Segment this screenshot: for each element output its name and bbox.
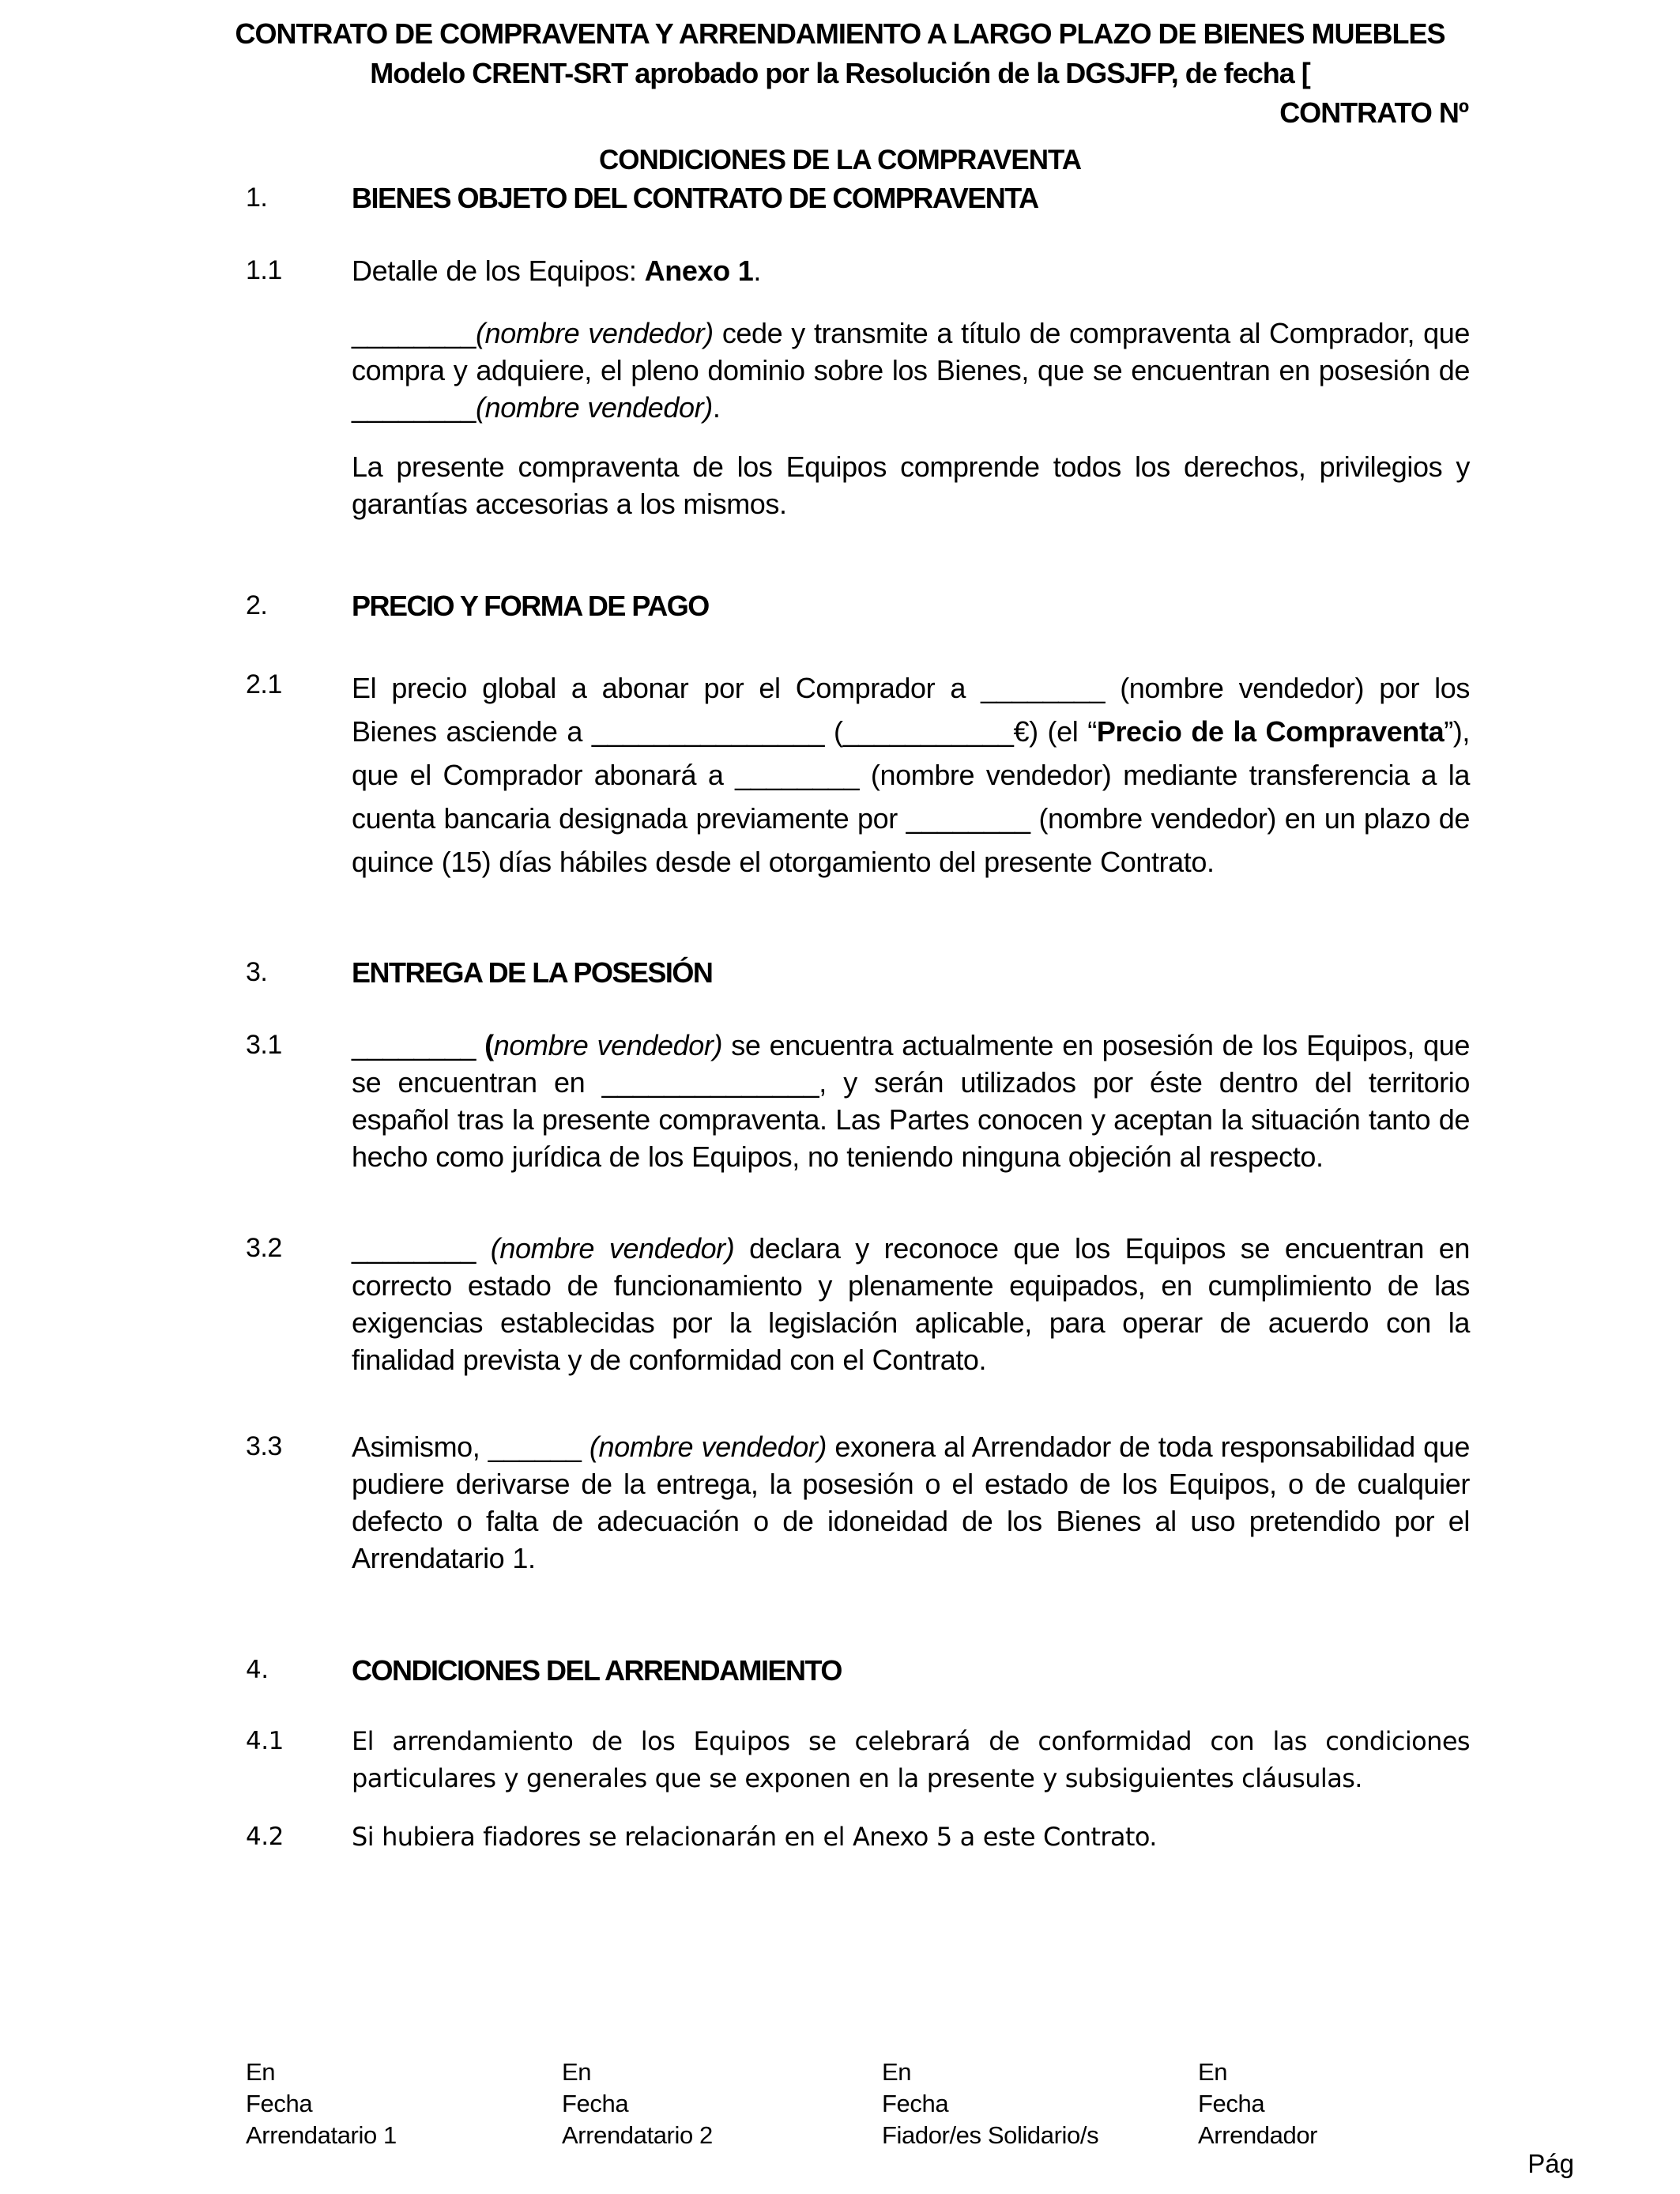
clause-heading: PRECIO Y FORMA DE PAGO: [352, 590, 709, 622]
text-segment: ________: [352, 317, 476, 349]
clause-number: 4.2: [246, 1823, 284, 1851]
text-segment: Si hubiera fiadores se relacionarán en el Anexo 5 a este Contrato.: [352, 1822, 1157, 1852]
clause-number: 2.1: [246, 669, 282, 699]
text-segment: (nombre vendedor): [490, 1232, 735, 1265]
text-segment: cede y transmite a título de compraventa al Comprador, que compra y adquiere, el pleno dominio sobre los Bienes, que se encuentran en posesión de: [352, 317, 1471, 386]
paragraph: [352, 1723, 1470, 1797]
clause-number: 1.1: [246, 255, 282, 285]
text-segment: Detalle de los Equipos:: [352, 254, 645, 287]
signature-place: En: [246, 2058, 276, 2086]
text-segment: Precio de la Compraventa: [1096, 715, 1445, 748]
text-segment: Anexo 1: [644, 254, 754, 287]
paragraph: [352, 1819, 1470, 1856]
text-segment: (nombre vendedor): [589, 1431, 827, 1463]
doc-title-line1: CONTRATO DE COMPRAVENTA Y ARRENDAMIENTO A LARGO PLAZO DE BIENES MUEBLES: [235, 17, 1445, 50]
text-segment: (nombre vendedor): [475, 317, 714, 349]
clause-heading: BIENES OBJETO DEL CONTRATO DE COMPRAVENTA: [352, 182, 1038, 214]
signature-column-arrendatario-2: [562, 2056, 862, 2151]
signature-place: En: [882, 2058, 912, 2086]
paragraph: [352, 252, 1470, 289]
clause-text: [352, 1723, 1470, 1797]
clause-4-row: [246, 1652, 1470, 1689]
clause-text: [352, 1428, 1470, 1577]
clause-number: 3.1: [246, 1030, 282, 1060]
text-segment: declara y reconoce que los Equipos se encuentran en correcto estado de funcionamiento y plenamente equipados, en cumplimiento de las exigencias establecidas por la legislación aplicable, para operar de acuerdo con la finalidad prevista y de conformidad con el Contrato.: [352, 1232, 1471, 1376]
doc-title-line2: Modelo CRENT-SRT aprobado por la Resolución de la DGSJFP, de fecha [: [370, 57, 1310, 89]
paragraph: [352, 1027, 1470, 1175]
clause-2-1-row: [246, 666, 1470, 884]
text-segment: Asimismo, ______: [352, 1431, 590, 1463]
section-title: CONDICIONES DE LA COMPRAVENTA: [598, 145, 1082, 175]
clause-number: 3.3: [246, 1431, 282, 1461]
signature-place: En: [562, 2058, 592, 2086]
text-segment: El precio global a abonar por el Comprador a ________ (nombre vendedor) por los Bienes asciende a _______________ (___________€) (el “: [352, 672, 1470, 748]
signature-date: Fecha: [562, 2090, 629, 2117]
text-segment: (: [484, 1029, 494, 1061]
text-segment: ________: [352, 1232, 491, 1265]
signature-party: Arrendador: [1198, 2121, 1318, 2149]
paragraph: [352, 1428, 1470, 1577]
clause-text: [352, 1230, 1470, 1378]
text-segment: se encuentra actualmente en posesión de los Equipos, que se encuentran en ______________, y serán utilizados por éste dentro del territorio español tras la presente compraventa. Las Partes conocen y aceptan la situación tanto de hecho como jurídica de los Equipos, no teniendo ninguna objeción al respecto.: [352, 1029, 1470, 1173]
text-segment: .: [712, 391, 721, 424]
clause-number: 4.1: [246, 1727, 284, 1755]
text-segment: ________: [352, 1029, 485, 1061]
clause-text: [352, 1819, 1470, 1856]
text-segment: (nombre vendedor): [475, 391, 713, 424]
clause-2-row: [246, 587, 1470, 624]
text-segment: ________: [352, 391, 476, 424]
clause-text: [352, 1027, 1470, 1175]
signature-date: Fecha: [882, 2090, 949, 2117]
clause-1-1-row: [246, 252, 1470, 522]
paragraph: [352, 1230, 1470, 1378]
signature-column-arrendatario-1: [246, 2056, 546, 2151]
text-segment: .: [753, 254, 761, 287]
clause-4-1-row: [246, 1723, 1470, 1797]
clause-number: 3.2: [246, 1233, 282, 1263]
signature-party: Fiador/es Solidario/s: [882, 2121, 1099, 2149]
clause-heading: ENTREGA DE LA POSESIÓN: [352, 956, 713, 989]
clause-number: 2.: [246, 590, 268, 620]
paragraph: [352, 666, 1470, 884]
signature-party: Arrendatario 2: [562, 2121, 713, 2149]
paragraph: [352, 448, 1470, 522]
text-segment: El arrendamiento de los Equipos se celebrará de conformidad con las condiciones particulares y generales que se exponen en la presente y subsiguientes cláusulas.: [352, 1726, 1470, 1793]
clause-3-3-row: [246, 1428, 1470, 1577]
text-segment: nombre vendedor): [493, 1029, 723, 1061]
signature-date: Fecha: [246, 2090, 313, 2117]
text-segment: ”), que el Comprador abonará a ________ (nombre vendedor) mediante transferencia a la cuenta bancaria designada previamente por ________ (nombre vendedor) en un plazo de quince (15) días hábiles desde el otorgamiento del presente Contrato.: [352, 715, 1470, 878]
signature-place: En: [1198, 2058, 1228, 2086]
paragraph: [352, 315, 1470, 426]
clause-number: 1.: [246, 183, 268, 213]
signature-party: Arrendatario 1: [246, 2121, 397, 2149]
clause-heading: CONDICIONES DEL ARRENDAMIENTO: [352, 1654, 842, 1687]
clause-text: [352, 666, 1470, 884]
signature-column-fiadores: [882, 2056, 1182, 2151]
contract-number-label: CONTRATO Nº: [1279, 96, 1468, 129]
clause-1-row: [246, 179, 1470, 217]
clause-4-2-row: [246, 1819, 1470, 1856]
clause-number: 4.: [246, 1656, 269, 1684]
clause-number: 3.: [246, 957, 268, 987]
clause-text: [352, 252, 1470, 522]
clause-3-2-row: [246, 1230, 1470, 1378]
signature-column-arrendador: [1198, 2056, 1498, 2151]
text-segment: exonera al Arrendador de toda responsabilidad que pudiere derivarse de la entrega, la posesión o el estado de los Equipos, o de cualquier defecto o falta de adecuación o de idoneidad de los Bienes al uso pretendido por el Arrendatario 1.: [352, 1431, 1471, 1574]
signature-date: Fecha: [1198, 2090, 1265, 2117]
text-segment: La presente compraventa de los Equipos comprende todos los derechos, privilegios y garantías accesorias a los mismos.: [352, 450, 1470, 520]
page-number-label: Pág: [1527, 2149, 1574, 2178]
clause-3-row: [246, 954, 1470, 991]
clause-3-1-row: [246, 1027, 1470, 1175]
